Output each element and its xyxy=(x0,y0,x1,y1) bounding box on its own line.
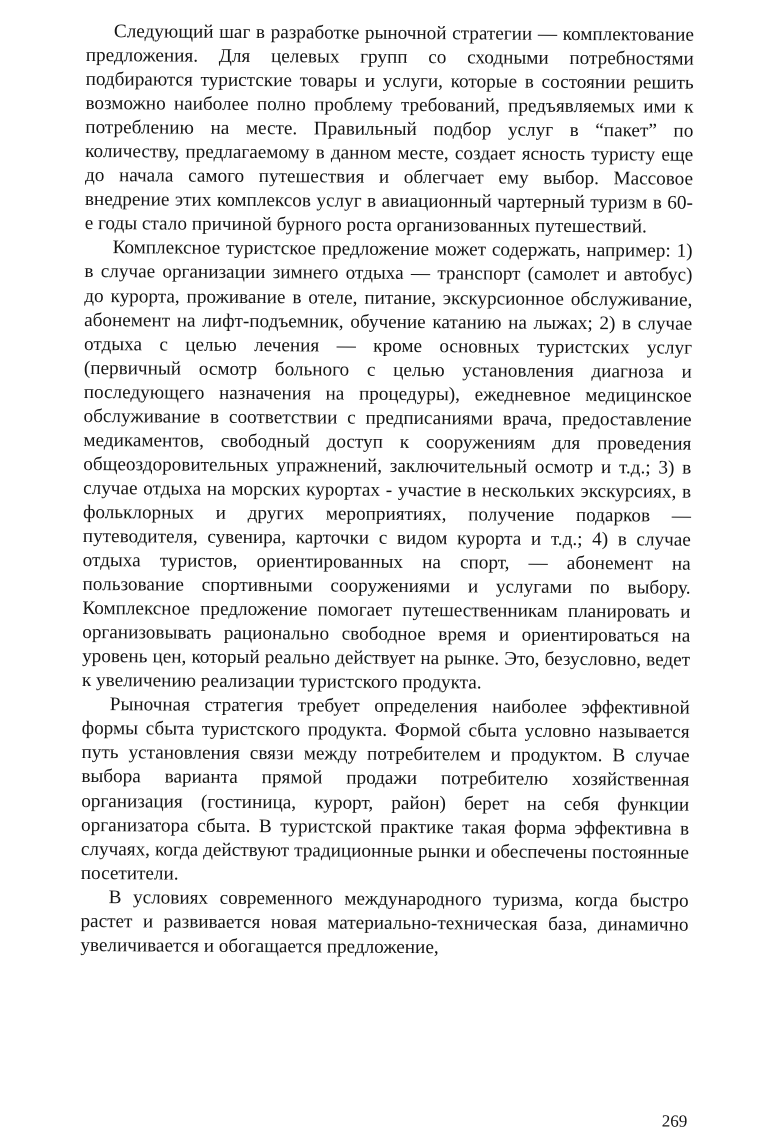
book-page xyxy=(79,20,694,1134)
paragraph-1: Следующий шаг в разработке рыночной стратегии — комплектование предложения. Для целевых групп со сходными потребностями подбираются туристские товары и услуги, которые в состоянии решить возможно наиболее полно проблему требований, предъявляемых ими к потреблению на месте. Правильный подбор услуг в “пакет” по количеству, предлагаемому в данном месте, создает ясность туристу еще до начала самого путешествия и облегчает ему выбор. Массовое внедрение этих комплексов услуг в авиационный чартерный туризм в 60-е годы стало причиной бурного роста организованных путешествий. xyxy=(84,21,694,238)
paragraph-3: Рыночная стратегия требует определения наиболее эффективной формы сбыта туристского продукта. Формой сбыта условно называется путь установления связи между потребителем и продуктом. В случае выбора варианта прямой продажи потребителю хозяйственная организация (гостиница, курорт, район) берет на себя функции организатора сбыта. В туристской практике такая форма эффективна в случаях, когда действуют традиционные рынки и обеспечены постоянные посетители. xyxy=(80,694,690,885)
page-number: 269 xyxy=(661,1111,688,1131)
paragraph-4: В условиях современного международного туризма, когда быстро растет и развивается новая материально-техническая база, динамично увеличивается и обогащается предложение, xyxy=(80,886,689,958)
paragraph-2: Комплексное туристское предложение может содержать, например: 1) в случае организации зимнего отдыха — транспорт (самолет и автобус) до курорта, проживание в отеле, питание, экскурсионное обслуживание, абонемент на лифт-подъемник, обучение катанию на лыжах; 2) в случае отдыха с целью лечения — кроме основных туристских услуг (первичный осмотр больного с целью установления диагноза и последующего назначения на процедуры), ежедневное медицинское обслуживание в соответствии с предписаниями врача, предоставление медикаментов, свободный доступ к сооружениям для проведения общеоздоровительных упражнений, заключительный осмотр и т.д.; 3) в случае отдыха на морских курортах - участие в нескольких экскурсиях, в фольклорных и других мероприятиях, получение подарков — путеводителя, сувенира, карточки с видом курорта и т.д.; 4) в случае отдыха туристов, ориентированных на спорт, — абонемент на пользование спортивными сооружениями и услугами по выбору. Комплексное предложение помогает путешественникам планировать и организовывать рационально свободное время и ориентироваться на уровень цен, который реально действует на рынке. Это, безусловно, ведет к увеличению реализации туристского продукта. xyxy=(81,237,693,694)
